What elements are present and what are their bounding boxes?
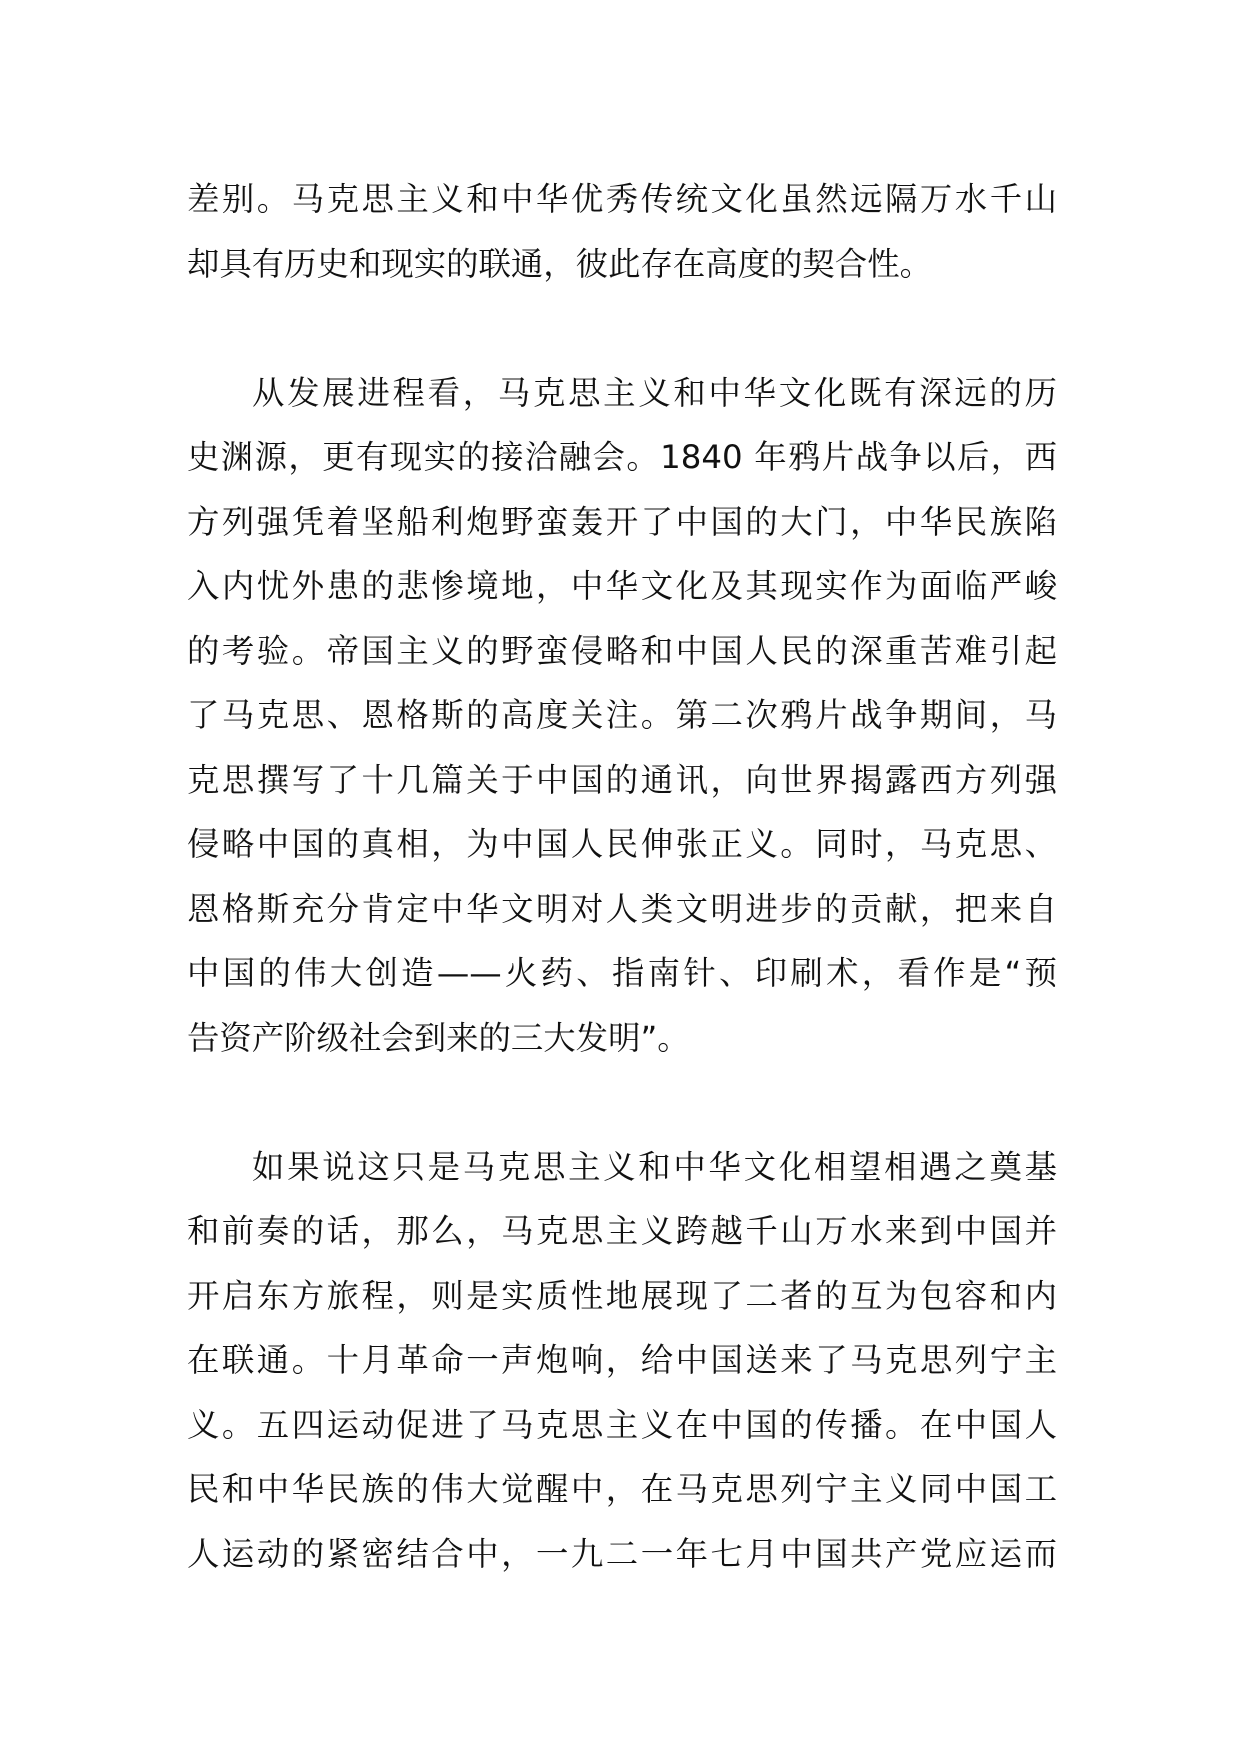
text-line: 中国的伟大创造——火药、指南针、印刷术，看作是“预: [187, 954, 1057, 992]
text-line: 史渊源，更有现实的接洽融会。1840 年鸦片战争以后，西: [187, 438, 1057, 476]
paragraph-gap: [187, 1070, 1057, 1135]
paragraph-gap: [187, 296, 1057, 361]
text-line: 入内忧外患的悲惨境地，中华文化及其现实作为面临严峻: [187, 567, 1057, 605]
document-page: [187, 167, 1057, 1586]
text-line: 差别。马克思主义和中华优秀传统文化虽然远隔万水千山: [187, 180, 1057, 218]
text-line: 人运动的紧密结合中，一九二一年七月中国共产党应运而: [187, 1534, 1057, 1573]
text-line: 民和中华民族的伟大觉醒中，在马克思列宁主义同中国工: [187, 1470, 1057, 1508]
text-line: 克思撰写了十几篇关于中国的通讯，向世界揭露西方列强: [187, 760, 1057, 799]
text-line: 义。五四运动促进了马克思主义在中国的传播。在中国人: [187, 1405, 1057, 1444]
text-line: 了马克思、恩格斯的高度关注。第二次鸦片战争期间，马: [187, 696, 1057, 734]
text-line: 告资产阶级社会到来的三大发明”。: [187, 1018, 690, 1057]
paragraph-2: [187, 361, 1057, 1071]
text-line: 的考验。帝国主义的野蛮侵略和中国人民的深重苦难引起: [187, 631, 1057, 670]
paragraph-1: [187, 167, 1057, 296]
text-line: 从发展进程看，马克思主义和中华文化既有深远的历: [252, 373, 1057, 412]
text-line: 方列强凭着坚船利炮野蛮轰开了中国的大门，中华民族陷: [187, 502, 1057, 541]
text-line: 和前奏的话，那么，马克思主义跨越千山万水来到中国并: [187, 1212, 1057, 1250]
text-line: 却具有历史和现实的联通，彼此存在高度的契合性。: [187, 244, 932, 283]
text-line: 恩格斯充分肯定中华文明对人类文明进步的贡献，把来自: [187, 889, 1057, 928]
text-line: 在联通。十月革命一声炮响，给中国送来了马克思列宁主: [187, 1341, 1057, 1379]
text-line: 侵略中国的真相，为中国人民伸张正义。同时，马克思、: [187, 825, 1057, 863]
text-line: 开启东方旅程，则是实质性地展现了二者的互为包容和内: [187, 1276, 1057, 1315]
text-line: 如果说这只是马克思主义和中华文化相望相遇之奠基: [252, 1147, 1057, 1186]
paragraph-3: [187, 1135, 1057, 1587]
